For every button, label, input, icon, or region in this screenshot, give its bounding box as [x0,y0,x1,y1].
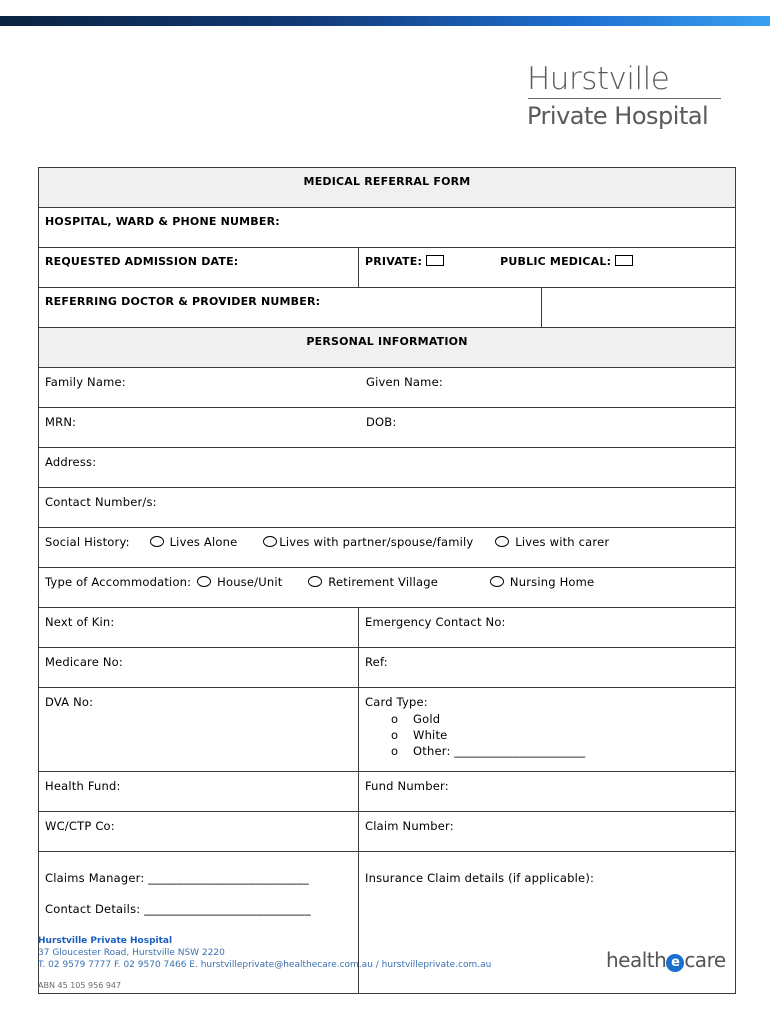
bullet-icon: o [391,744,399,758]
personal-info-heading: PERSONAL INFORMATION [39,328,736,368]
given-name-label: Given Name: [366,375,443,389]
logo-divider [528,98,721,99]
private-label: PRIVATE: [365,255,423,268]
dob-label: DOB: [366,415,397,429]
ref-label: Ref: [365,655,388,669]
nursing-home-option[interactable] [490,575,594,589]
footer-contact: T. 02 9579 7777 F. 02 9570 7466 E. hurstvilleprivate@healthecare.com.au / hurstvilleprivate.com.au [38,960,492,970]
house-unit-label: House/Unit [217,575,283,589]
referring-doctor-extra-field[interactable] [542,288,736,328]
private-checkbox[interactable] [426,255,444,266]
admission-type-cell [359,248,736,288]
card-type-white-option[interactable] [391,727,729,743]
claim-number-label: Claim Number: [365,819,454,833]
family-name-label: Family Name: [45,375,126,389]
card-type-other-option[interactable] [391,743,729,759]
mrn-dob-row[interactable] [39,408,736,448]
brand-right: care [684,948,726,972]
insurance-claim-field[interactable] [359,852,736,994]
header-color-bar [0,16,770,26]
mrn-label: MRN: [45,415,77,429]
nursing-home-label: Nursing Home [509,575,595,589]
radio-icon [495,536,509,547]
referring-doctor-field[interactable] [39,288,542,328]
footer-hospital-name: Hurstville Private Hospital [38,936,173,946]
hospital-ward-phone-field[interactable] [39,208,736,248]
accommodation-row [39,568,736,608]
lives-with-carer-option[interactable] [495,535,609,549]
radio-icon [197,576,211,587]
dva-no-label: DVA No: [45,695,94,709]
hospital-logo [527,62,727,130]
retirement-village-option[interactable] [308,575,438,589]
next-of-kin-field[interactable] [39,608,359,648]
address-label: Address: [45,455,97,469]
contact-numbers-field[interactable] [39,488,736,528]
public-medical-checkbox[interactable] [615,255,633,266]
gold-label: Gold [413,712,441,726]
emergency-contact-label: Emergency Contact No: [365,615,506,629]
radio-icon [150,536,164,547]
footer-abn: ABN 45 105 956 947 [38,981,122,990]
medicare-no-field[interactable] [39,648,359,688]
social-history-label: Social History: [45,535,130,549]
address-field[interactable] [39,448,736,488]
logo-line-2: Private Hospital [527,102,709,130]
contact-details-label: Contact Details: ____________________________ [45,902,311,916]
wc-ctp-field[interactable] [39,812,359,852]
claim-number-field[interactable] [359,812,736,852]
radio-icon [263,536,277,547]
admission-date-label: REQUESTED ADMISSION DATE: [45,255,239,268]
next-of-kin-label: Next of Kin: [45,615,115,629]
fund-number-label: Fund Number: [365,779,449,793]
bullet-icon: o [391,712,399,726]
other-label: Other: ______________________ [413,744,586,758]
lives-alone-label: Lives Alone [169,535,238,549]
health-fund-label: Health Fund: [45,779,121,793]
card-type-label: Card Type: [365,695,428,709]
referral-form-table [38,167,736,994]
name-row[interactable] [39,368,736,408]
hospital-ward-phone-label: HOSPITAL, WARD & PHONE NUMBER: [45,215,280,228]
white-label: White [413,728,448,742]
accommodation-label: Type of Accommodation: [45,575,192,589]
lives-with-carer-label: Lives with carer [515,535,610,549]
social-history-row [39,528,736,568]
brand-e-icon: e [666,954,684,972]
wc-ctp-label: WC/CTP Co: [45,819,115,833]
claims-manager-cell[interactable] [39,852,359,994]
radio-icon [308,576,322,587]
health-fund-field[interactable] [39,772,359,812]
lives-with-partner-option[interactable] [263,535,473,549]
bullet-icon: o [391,728,399,742]
public-medical-label: PUBLIC MEDICAL: [500,255,612,268]
insurance-claim-label: Insurance Claim details (if applicable): [365,871,595,885]
claims-manager-label: Claims Manager: ___________________________ [45,871,309,885]
fund-number-field[interactable] [359,772,736,812]
form-title: MEDICAL REFERRAL FORM [39,168,736,208]
brand-left: health [606,948,667,972]
card-type-cell [359,688,736,772]
dva-no-field[interactable] [39,688,359,772]
medicare-no-label: Medicare No: [45,655,123,669]
referring-doctor-label: REFERRING DOCTOR & PROVIDER NUMBER: [45,295,321,308]
admission-date-field[interactable] [39,248,359,288]
contact-numbers-label: Contact Number/s: [45,495,157,509]
lives-alone-option[interactable] [150,535,238,549]
healthecare-logo [606,948,726,972]
ref-field[interactable] [359,648,736,688]
emergency-contact-field[interactable] [359,608,736,648]
lives-with-partner-label: Lives with partner/spouse/family [279,535,474,549]
house-unit-option[interactable] [197,575,282,589]
footer-address: 37 Gloucester Road, Hurstville NSW 2220 [38,948,225,958]
card-type-gold-option[interactable] [391,711,729,727]
retirement-village-label: Retirement Village [328,575,439,589]
logo-line-1: Hurstville [527,61,670,97]
radio-icon [490,576,504,587]
